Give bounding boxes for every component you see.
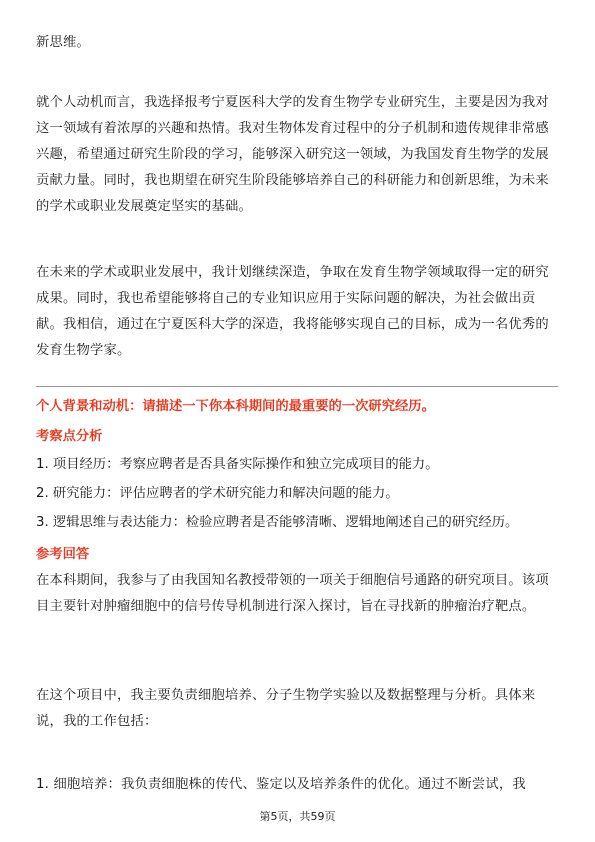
analysis-item: 3. 逻辑思维与表达能力：检验应聘者是否能够清晰、逻辑地阐述自己的研究经历。 bbox=[36, 515, 519, 530]
paragraph-motivation: 就个人动机而言，我选择报考宁夏医科大学的发育生物学专业研究生，主要是因为我对这一领域有着浓厚的兴趣和热情。我对生物体发育过程中的分子机制和遗传规律非常感兴趣，希望通过研究生阶段的学习，能够深入研究这一领域，为我国发育生物学的发展贡献力量。同时，我也期望在研究生阶段能够培养自己的科研能力和创新思维，为未来的学术或职业发展奠定坚实的基础。 bbox=[36, 95, 549, 214]
question-title: 个人背景和动机：请描述一下你本科期间的最重要的一次研究经历。 bbox=[36, 399, 435, 414]
paragraph-future-plan: 在未来的学术或职业发展中，我计划继续深造，争取在发育生物学领域取得一定的研究成果。同时，我也希望能够将自己的专业知识应用于实际问题的解决，为社会做出贡献。我相信，通过在宁夏医科大学的深造，我将能够实现自己的目标，成为一名优秀的发育生物学家。 bbox=[36, 265, 549, 358]
answer-heading: 参考回答 bbox=[36, 547, 90, 562]
analysis-heading: 考察点分析 bbox=[36, 429, 103, 444]
paragraph-continuation: 新思维。 bbox=[36, 35, 90, 50]
section-divider bbox=[36, 386, 558, 387]
analysis-item: 2. 研究能力：评估应聘者的学术研究能力和解决问题的能力。 bbox=[36, 486, 399, 501]
answer-paragraph: 在这个项目中，我主要负责细胞培养、分子生物学实验以及数据整理与分析。具体来说，我的工作包括： bbox=[36, 688, 536, 729]
answer-paragraph: 1. 细胞培养：我负责细胞株的传代、鉴定以及培养条件的优化。通过不断尝试，我 bbox=[36, 777, 526, 792]
page-number: 第5页，共59页 bbox=[259, 810, 336, 823]
answer-paragraph: 在本科期间，我参与了由我国知名教授带领的一项关于细胞信号通路的研究项目。该项目主要针对肿瘤细胞中的信号传导机制进行深入探讨，旨在寻找新的肿瘤治疗靶点。 bbox=[36, 573, 549, 614]
analysis-item: 1. 项目经历：考察应聘者是否具备实际操作和独立完成项目的能力。 bbox=[36, 457, 439, 472]
